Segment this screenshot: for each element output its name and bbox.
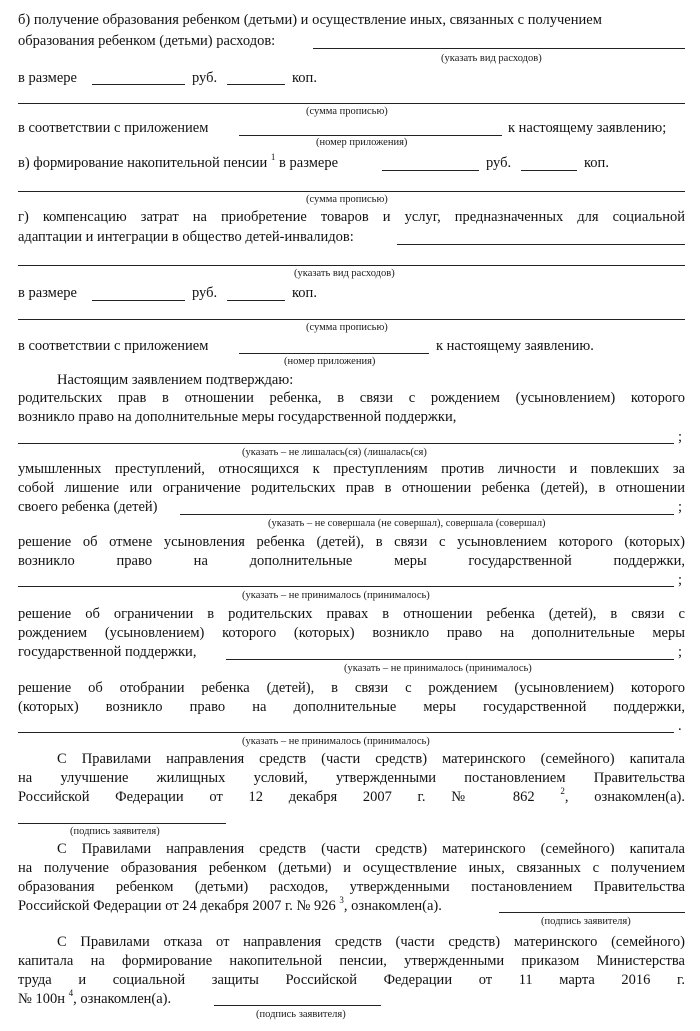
rules-2-line-1: С Правилами направления средств (части средств) материнского (семейного) капитала (57, 841, 685, 857)
rules-1-line-2: на улучшение жилищных условий, утвержденными постановлением Правительства (18, 770, 685, 786)
g-line-2: адаптации и интеграции в общество детей-инвалидов: (18, 229, 354, 245)
g-line-1: г) компенсацию затрат на приобретение товаров и услуг, предназначенных для социальной (18, 209, 685, 225)
g-size-label: в размере (18, 285, 77, 301)
confirm-p5-line-2: (которых) возникло право на дополнительные меры государственной поддержки, (18, 699, 685, 715)
rules-3-signature-hint: (подпись заявителя) (256, 1009, 346, 1020)
v-kop-label: коп. (584, 155, 609, 171)
g-appendix-label: в соответствии с приложением (18, 338, 209, 354)
g-expense-type-field-1[interactable] (397, 244, 685, 245)
rules-2-line-3: образования ребенком (детьми) расходов, утвержденными постановлением Правительства (18, 879, 685, 895)
g-hint-expense-type: (указать вид расходов) (294, 268, 395, 279)
confirm-p3-line-2: возникло право на дополнительные меры государственной поддержки, (18, 553, 685, 569)
confirm-p2-semicolon: ; (678, 499, 683, 515)
g-appendix-tail: к настоящему заявлению. (436, 338, 594, 354)
g-sum-words-field[interactable] (18, 319, 685, 320)
b-sum-words-field[interactable] (18, 103, 685, 104)
b-hint-appendix-number: (номер приложения) (316, 137, 408, 148)
v-line-1: в) формирование накопительной пенсии $^1$ в размере (18, 152, 339, 171)
b-hint-expense-type: (указать вид расходов) (441, 53, 542, 64)
rules-3-line-4: № 100н $^4$, ознакомлен(а). (18, 988, 172, 1007)
rules-1-line-3: Российской Федерации от 12 декабря 2007 г. № 862 $^2$, ознакомлен(а). (18, 786, 686, 805)
g-rub-label: руб. (192, 285, 218, 301)
g-rub-field[interactable] (92, 300, 185, 301)
confirm-p2-hint: (указать – не совершала (не совершал), совершала (совершал) (268, 518, 546, 529)
confirm-p4-field[interactable] (226, 659, 674, 660)
b-kop-label: коп. (292, 70, 317, 86)
rules-2-line-2: на получение образования ребенком (детьми) и осуществление иных, связанных с получением (18, 860, 685, 876)
b-expense-type-field[interactable] (313, 48, 685, 49)
b-rub-field[interactable] (92, 84, 185, 85)
v-kop-field[interactable] (521, 170, 577, 171)
confirm-p3-field[interactable] (18, 586, 674, 587)
v-sum-words-field[interactable] (18, 191, 685, 192)
rules-1-line-1: С Правилами направления средств (части средств) материнского (семейного) капитала (57, 751, 685, 767)
confirm-p5-field[interactable] (18, 732, 674, 733)
b-line-1: б) получение образования ребенком (детьми) и осуществление иных, связанных с получением (18, 12, 602, 28)
confirm-p1-hint: (указать – не лишалась(ся) (лишалась(ся) (242, 447, 427, 458)
rules-2-signature-field[interactable] (499, 912, 685, 913)
b-appendix-number-field[interactable] (239, 135, 502, 136)
confirm-p4-line-3: государственной поддержки, (18, 644, 197, 660)
confirm-p3-line-1: решение об отмене усыновления ребенка (детей), в связи с усыновлением которого (которых) (18, 534, 685, 550)
rules-3-line-2: капитала на формирование накопительной пенсии, утвержденными приказом Министерства (18, 953, 685, 969)
rules-2-line-4: Российской Федерации от 24 декабря 2007 г. № 926 $^3$, ознакомлен(а). (18, 895, 442, 914)
confirm-p4-semicolon: ; (678, 644, 683, 660)
rules-1-signature-hint: (подпись заявителя) (70, 826, 160, 837)
confirm-intro: Настоящим заявлением подтверждаю: (57, 372, 294, 388)
footnote-3-marker: 3 (339, 895, 344, 906)
b-rub-label: руб. (192, 70, 218, 86)
g-hint-sum: (сумма прописью) (306, 322, 388, 333)
rules-1-signature-field[interactable] (18, 823, 226, 824)
confirm-p1-line-2: возникло право на дополнительные меры государственной поддержки, (18, 409, 457, 425)
b-size-label: в размере (18, 70, 77, 86)
rules-3-line-3: труда и социальной защиты Российской Федерации от 11 марта 2016 г. (18, 972, 685, 988)
v-rub-label: руб. (486, 155, 512, 171)
g-kop-field[interactable] (227, 300, 285, 301)
confirm-p4-line-2: рождением (усыновлением) которого (которых) возникло право на дополнительные меры (18, 625, 685, 641)
confirm-p1-line-1: родительских прав в отношении ребенка, в связи с рождением (усыновлением) которого (18, 390, 685, 406)
footnote-2-marker: 2 (560, 786, 565, 797)
v-hint-sum: (сумма прописью) (306, 194, 388, 205)
confirm-p2-line-3: своего ребенка (детей) (18, 499, 158, 515)
b-appendix-tail: к настоящему заявлению; (508, 120, 667, 136)
g-kop-label: коп. (292, 285, 317, 301)
rules-3-signature-field[interactable] (214, 1005, 381, 1006)
confirm-p5-line-1: решение об отобрании ребенка (детей), в связи с рождением (усыновлением) которого (18, 680, 685, 696)
b-kop-field[interactable] (227, 84, 285, 85)
g-hint-appendix-number: (номер приложения) (284, 356, 376, 367)
rules-2-signature-hint: (подпись заявителя) (541, 916, 631, 927)
confirm-p2-field[interactable] (180, 514, 674, 515)
confirm-p5-hint: (указать – не принималось (принималось) (242, 736, 430, 747)
confirm-p3-semicolon: ; (678, 572, 683, 588)
v-rub-field[interactable] (382, 170, 479, 171)
footnote-1-marker: 1 (270, 152, 276, 163)
confirm-p4-hint: (указать – не принималось (принималось) (344, 663, 532, 674)
g-appendix-number-field[interactable] (239, 353, 429, 354)
confirm-p2-line-1: умышленных преступлений, относящихся к преступлениям против личности и повлекших за (18, 461, 685, 477)
g-expense-type-field-2[interactable] (18, 265, 685, 266)
confirm-p1-semicolon: ; (678, 429, 683, 445)
confirm-p4-line-1: решение об ограничении в родительских правах в отношении ребенка (детей), в связи с (18, 606, 685, 622)
confirm-p2-line-2: собой лишение или ограничение родительских прав в отношении ребенка (детей), в отношении (18, 480, 685, 496)
rules-3-line-1: С Правилами отказа от направления средств (части средств) материнского (семейного) (57, 934, 685, 950)
confirm-p5-period: . (678, 718, 682, 734)
confirm-p1-field[interactable] (18, 443, 674, 444)
b-appendix-label: в соответствии с приложением (18, 120, 209, 136)
b-hint-sum: (сумма прописью) (306, 106, 388, 117)
b-line-2: образования ребенком (детьми) расходов: (18, 33, 276, 49)
footnote-4-marker: 4 (68, 988, 74, 999)
confirm-p3-hint: (указать – не принималось (принималось) (242, 590, 430, 601)
